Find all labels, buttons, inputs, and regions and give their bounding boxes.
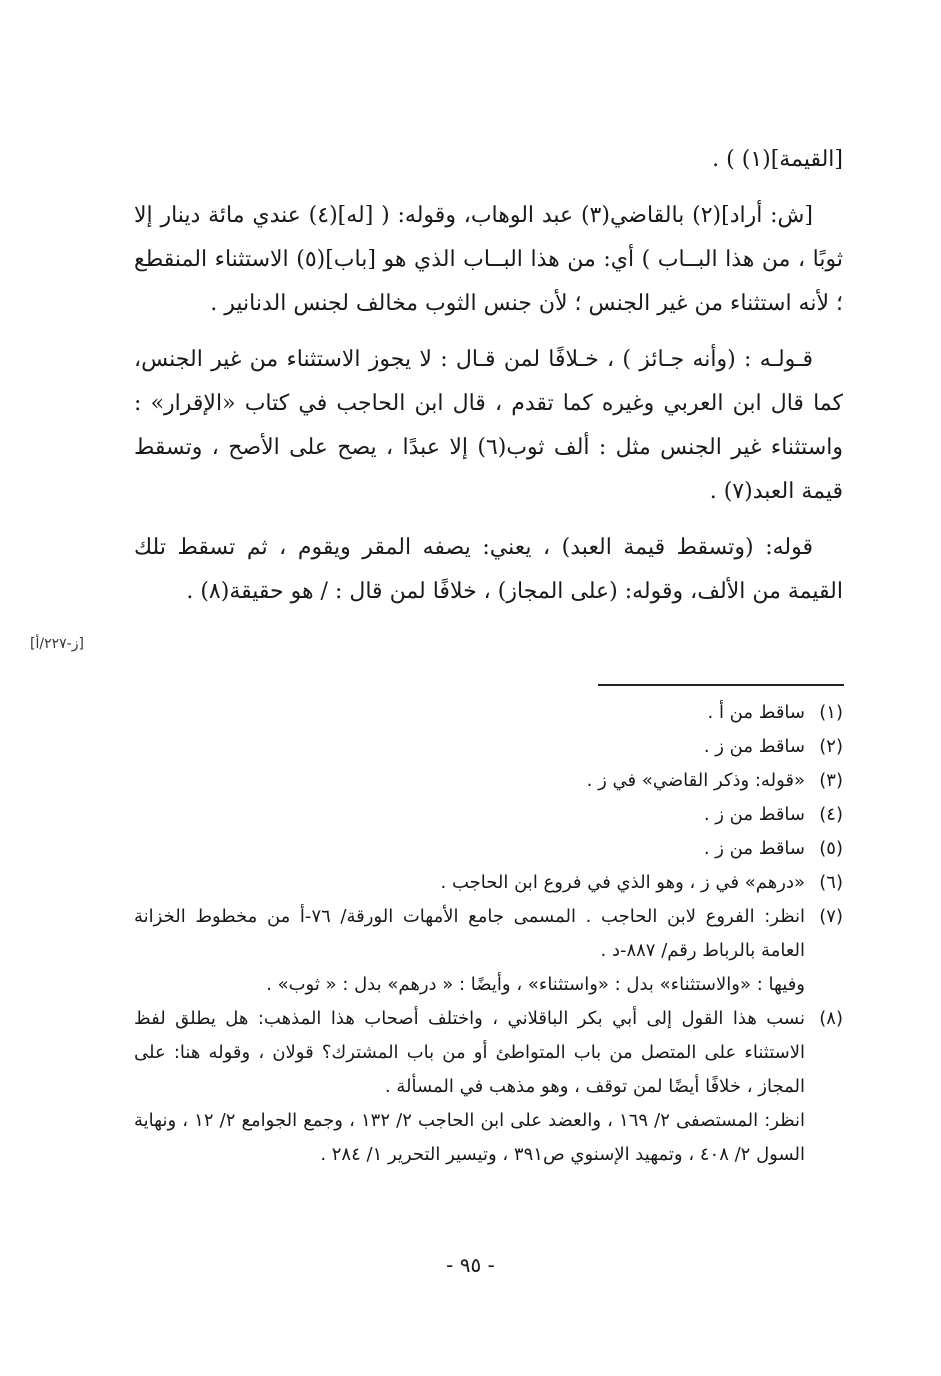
footnotes [134, 696, 843, 1172]
footnote-text: نسب هذا القول إلى أبي بكر الباقلاني ، واختلف أصحاب هذا المذهب: هل يطلق لفظ الاستثناء على المتصل من باب المتواطئ أو من باب المشترك؟ قولان ، وقوله هنا: على المجاز ، خلافًا أيضًا لمن توقف ، وهو مذهب في المسألة . [134, 1008, 805, 1097]
paragraph: [القيمة](١) ) . [712, 147, 843, 172]
paragraph: [ش: أراد](٢) بالقاضي(٣) عبد الوهاب، وقوله: ( [له](٤) عندي مائة دينار إلا ثوبًا ، من هذا البــاب ) أي: من هذا البــاب الذي هو [باب](٥) الاستثناء المنقطع ؛ لأنه استثناء من غير الجنس ؛ لأن جنس الثوب مخالف لجنس الدنانير . [134, 203, 843, 316]
footnote-text: ساقط من ز . [703, 804, 805, 825]
paragraph: قوله: (وتسقط قيمة العبد) ، يعني: يصفه المقر ويقوم ، ثم تسقط تلك القيمة من الألف، وقوله: (على المجاز) ، خلافًا لمن قال : / هو حقيقة(٨) . [134, 535, 843, 604]
footnote-text: «درهم» في ز ، وهو الذي في فروع ابن الحاجب . [440, 872, 805, 893]
footnote-number: (٧) [819, 906, 843, 927]
footnote-number: (٣) [819, 770, 843, 791]
footnote [134, 696, 843, 730]
footnote-text: ساقط من ز . [703, 838, 805, 859]
footnote-number: (٦) [819, 872, 843, 893]
footnote-text: «قوله: وذكر القاضي» في ز . [586, 770, 805, 791]
footnote-continuation: انظر: المستصفى ٢/ ١٦٩ ، والعضد على ابن الحاجب ٢/ ١٣٢ ، وجمع الجوامع ٢/ ١٢ ، ونهاية السول ٢/ ٤٠٨ ، وتمهيد الإسنوي ص٣٩١ ، وتيسير التحرير ١/ ٢٨٤ . [134, 1110, 805, 1165]
footnote-number: (١) [819, 702, 843, 723]
footnote-separator-line [598, 684, 844, 686]
footnote-number: (٤) [819, 804, 843, 825]
footnote-text: ساقط من أ . [707, 702, 805, 723]
footnote [134, 900, 843, 968]
footnote [134, 764, 843, 798]
footnote-text: انظر: الفروع لابن الحاجب . المسمى جامع الأمهات الورقة/ ٧٦-أ من مخطوط الخزانة العامة بالرباط رقم/ ٨٨٧-د . [134, 906, 805, 961]
main-text [134, 138, 843, 614]
page-number: - ٩٥ - [446, 1253, 495, 1277]
footnote [134, 832, 843, 866]
footnote-continuation: وفيها : «والاستثناء» بدل : «واستثناء» ، وأيضًا : « درهم» بدل : « ثوب» . [266, 974, 805, 995]
paragraph: قـولـه : (وأنه جـائز ) ، خـلافًا لمن قـال : لا يجوز الاستثناء من غير الجنس، كما قال ابن العربي وغيره كما تقدم ، قال ابن الحاجب في كتاب «الإقرار» : واستثناء غير الجنس مثل : ألف ثوب(٦) إلا عبدًا ، يصح على الأصح ، وتسقط قيمة العبد(٧) . [134, 347, 843, 504]
footnote-number: (٢) [819, 736, 843, 757]
footnote [134, 866, 843, 900]
manuscript-margin-reference: [ز-٢٢٧/أ] [30, 636, 84, 652]
footnote-text: ساقط من ز . [703, 736, 805, 757]
footnote [134, 730, 843, 764]
footnote-number: (٥) [819, 838, 843, 859]
footnote [134, 798, 843, 832]
footnote-number: (٨) [819, 1008, 843, 1029]
footnote [134, 1002, 843, 1104]
